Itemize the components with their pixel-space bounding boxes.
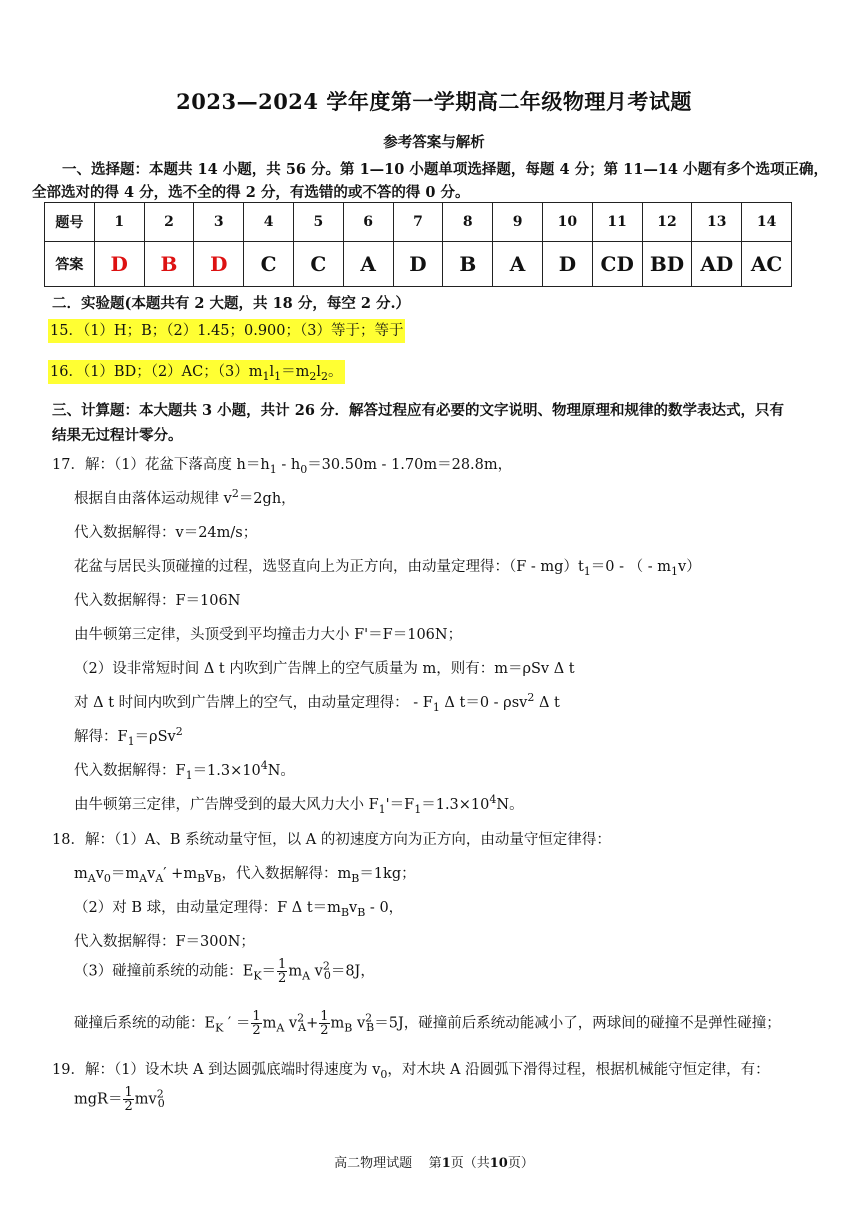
answer-cell: C <box>293 242 343 287</box>
question-number-cell: 11 <box>592 203 642 242</box>
footer-title: 高二物理试题 <box>334 1156 413 1171</box>
question-number-cell: 6 <box>343 203 393 242</box>
fraction-one-half: $\frac{1}{2}$ <box>124 1085 133 1114</box>
q16-text: 。 <box>328 364 343 380</box>
answer-cell: BD <box>642 242 692 287</box>
answer-cell: B <box>144 242 194 287</box>
subscript: 1 <box>274 369 282 383</box>
answer-cell: A <box>343 242 393 287</box>
answer-label-cell: 答案 <box>45 242 95 287</box>
q16-text: l <box>269 364 275 380</box>
q18-line5: （3）碰撞前系统的动能：$E_K=$ $\frac{1}{2}$ $m_A$ $v^2_0=8J$， <box>74 957 375 986</box>
answer-cell: A <box>493 242 543 287</box>
section1-line1: 一、选择题：本题共 14 小题，共 56 分。第 1—10 小题单项选择题，每题 4 分；第 11—14 小题有多个选项正确， <box>62 161 829 178</box>
header-label-cell: 题号 <box>45 203 95 242</box>
q18-line6: 碰撞后系统的动能：$E_K$ ′ ＝ $\frac{1}{2}$ $m_A$ $v^2_A+$ $\frac{1}{2}$ $m_B$ $v^2_B=5J$，碰撞前后系统动能减小了，两球间的碰撞不是弹性碰撞； <box>74 1009 781 1038</box>
page-footer: 高二物理试题 第1页（共10页） <box>334 1156 534 1171</box>
q18-line3: （2）对 B 球，由动量定理得：F Δ $t=m_Bv_B - 0$， <box>74 900 404 919</box>
q15-highlight: 15．（1）H；B；（2）1.45；0.900；（3）等于；等于 <box>48 319 405 343</box>
footer-page-number: 1 <box>441 1156 451 1171</box>
q16-text: l <box>316 364 322 380</box>
subscript: 2 <box>321 369 329 383</box>
answer-cell: B <box>443 242 493 287</box>
answer-table <box>44 202 792 287</box>
answer-cell: D <box>94 242 144 287</box>
question-number-cell: 8 <box>443 203 493 242</box>
q19-line1: 19．解：（1）设木块 A 到达圆弧底端时得速度为 $v_0$，对木块 A 沿圆弧下滑得过程，根据机械能守恒定律，有： <box>52 1062 770 1081</box>
answer-table-header-row <box>45 203 792 242</box>
q17-line4: 花盆与居民头顶碰撞的过程，选竖直向上为正方向，由动量定理得：$(F - mg)t_1=0$ - （ - $m_1v$） <box>74 559 701 578</box>
question-number-cell: 12 <box>642 203 692 242</box>
subscript: 2 <box>309 369 317 383</box>
section2-heading: 二．实验题(本题共有 2 大题，共 18 分，每空 2 分.） <box>52 295 411 312</box>
answer-cell: D <box>194 242 244 287</box>
question-number-cell: 9 <box>493 203 543 242</box>
q18-line4: 代入数据解得：F＝300N； <box>74 934 255 950</box>
q18-line1: 18．解：（1）A、B 系统动量守恒，以 A 的初速度方向为正方向，由动量守恒定律得： <box>52 832 611 848</box>
question-number-cell: 5 <box>293 203 343 242</box>
q17-line7: （2）设非常短时间 Δ t 内吹到广告牌上的空气质量为 m，则有：m＝ρSv Δ t <box>74 661 575 677</box>
q17-line10: 代入数据解得：$F_1=1.3\times 10^4N$。 <box>74 759 295 782</box>
question-number-cell: 1 <box>94 203 144 242</box>
fraction-one-half: $\frac{1}{2}$ <box>278 957 287 986</box>
question-number-cell: 2 <box>144 203 194 242</box>
page-subtitle: 参考答案与解析 <box>383 134 485 151</box>
q17-line2: 根据自由落体运动规律 $v^2=2gh$， <box>74 487 296 507</box>
q17-line11: 由牛顿第三定律，广告牌受到的最大风力大小 $F_1'=F_1=1.3\times 10^4N$。 <box>74 793 524 816</box>
question-number-cell: 14 <box>742 203 792 242</box>
q16-text: ＝m <box>281 364 310 380</box>
answer-cell: CD <box>592 242 642 287</box>
q17-line1: 17．解：（1）花盆下落高度 $h=h_1 - h_0=30.50m - 1.70m=28.8m$， <box>52 457 513 476</box>
answer-cell: D <box>542 242 592 287</box>
q15-answer <box>48 319 405 340</box>
q17-line5: 代入数据解得：F＝106N <box>74 593 241 609</box>
q16-answer <box>48 360 345 383</box>
q17-line9: 解得：$F_1=\rho Sv^2$ <box>74 725 183 748</box>
answer-cell: C <box>244 242 294 287</box>
q17-line3: 代入数据解得：v＝24m/s； <box>74 525 258 541</box>
question-number-cell: 13 <box>692 203 742 242</box>
q17-line6: 由牛顿第三定律，头顶受到平均撞击力大小 F'＝F＝106N； <box>74 627 463 643</box>
question-number-cell: 7 <box>393 203 443 242</box>
section3-line1: 三、计算题：本大题共 3 小题，共计 26 分．解答过程应有必要的文字说明、物理原理和规律的数学表达式，只有 <box>52 402 784 419</box>
answer-table-answer-row <box>45 242 792 287</box>
q17-line8: 对 Δ t 时间内吹到广告牌上的空气，由动量定理得： - $F_1$ Δ t＝0 - ρsv$^2$ Δ t <box>74 691 560 714</box>
subscript: 1 <box>262 369 270 383</box>
answer-cell: AD <box>692 242 742 287</box>
fraction-one-half: $\frac{1}{2}$ <box>320 1009 329 1038</box>
section1-line2: 全部选对的得 4 分，选不全的得 2 分，有选错的或不答的得 0 分。 <box>32 184 470 201</box>
q18-line2: $m_Av_0=m_Av_A' +m_Bv_B$，代入数据解得：$m_B=1kg$； <box>74 866 416 885</box>
page-title: 2023—2024 学年度第一学期高二年级物理月考试题 <box>176 89 692 114</box>
fraction-one-half: $\frac{1}{2}$ <box>252 1009 261 1038</box>
question-number-cell: 10 <box>542 203 592 242</box>
section3-line2: 结果无过程计零分。 <box>52 427 183 444</box>
q16-highlight <box>48 360 345 384</box>
footer-page-total: 10 <box>489 1156 508 1171</box>
question-number-cell: 4 <box>244 203 294 242</box>
answer-cell: D <box>393 242 443 287</box>
question-number-cell: 3 <box>194 203 244 242</box>
answer-cell: AC <box>742 242 792 287</box>
q16-text: 16．（1）BD；（2）AC；（3）m <box>50 364 263 380</box>
q19-line2: mgR＝ $\frac{1}{2}$ $mv^2_0$ <box>74 1085 165 1114</box>
